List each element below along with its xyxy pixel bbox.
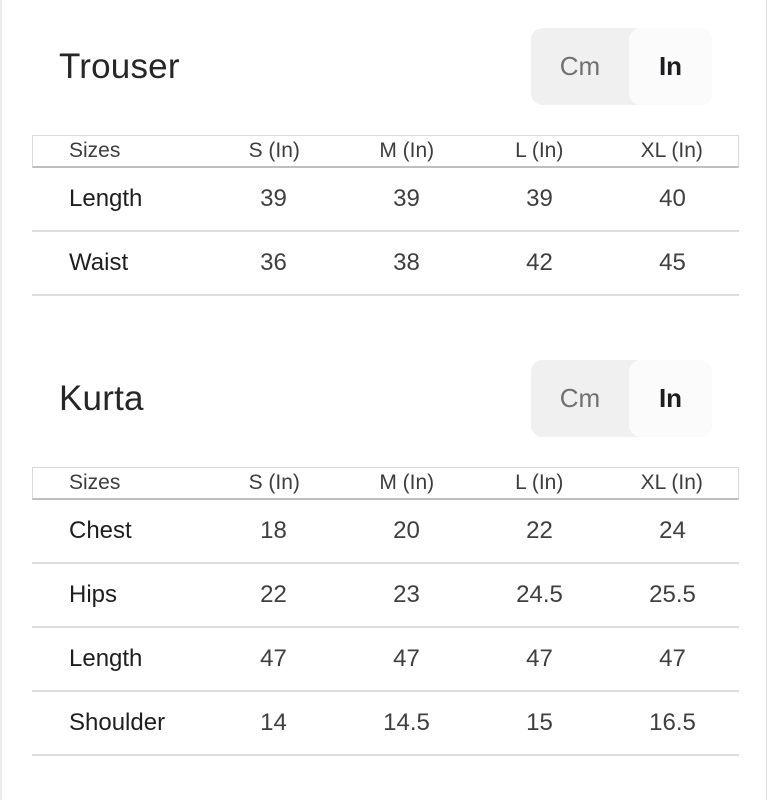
kurta-section bbox=[2, 296, 766, 756]
size-value: 39 bbox=[393, 185, 420, 212]
size-value: 20 bbox=[393, 517, 420, 544]
unit-toggle-in-button[interactable]: In bbox=[629, 28, 712, 105]
trouser-section bbox=[2, 0, 766, 296]
column-header-m: M (In) bbox=[379, 471, 435, 494]
size-value: 25.5 bbox=[649, 581, 696, 608]
kurta-section-header bbox=[59, 360, 712, 437]
table-row-waist bbox=[32, 232, 739, 296]
size-value: 47 bbox=[393, 645, 420, 672]
column-header-xl: XL (In) bbox=[640, 139, 703, 162]
size-value: 14 bbox=[260, 709, 287, 736]
column-header-l: L (In) bbox=[515, 471, 564, 494]
column-header-s: S (In) bbox=[248, 471, 300, 494]
unit-toggle-cm-button[interactable]: Cm bbox=[531, 28, 629, 105]
size-value: 47 bbox=[260, 645, 287, 672]
size-value: 22 bbox=[526, 517, 553, 544]
size-value: 42 bbox=[526, 249, 553, 276]
table-row-shoulder bbox=[32, 692, 739, 756]
table-header-row bbox=[32, 135, 739, 168]
row-label: Waist bbox=[69, 249, 129, 276]
trouser-size-table bbox=[32, 135, 739, 296]
row-label: Shoulder bbox=[69, 709, 166, 736]
size-value: 23 bbox=[393, 581, 420, 608]
row-label: Chest bbox=[69, 517, 132, 544]
column-header-s: S (In) bbox=[248, 139, 300, 162]
column-header-l: L (In) bbox=[515, 139, 564, 162]
size-value: 45 bbox=[659, 249, 686, 276]
size-value: 39 bbox=[526, 185, 553, 212]
size-value: 38 bbox=[393, 249, 420, 276]
size-value: 22 bbox=[260, 581, 287, 608]
size-value: 39 bbox=[260, 185, 287, 212]
size-value: 24.5 bbox=[516, 581, 563, 608]
column-header-sizes: Sizes bbox=[69, 471, 121, 494]
table-header-row bbox=[32, 467, 739, 500]
row-label: Hips bbox=[69, 581, 118, 608]
size-value: 14.5 bbox=[383, 709, 430, 736]
row-label: Length bbox=[69, 645, 143, 672]
unit-toggle-cm-button[interactable]: Cm bbox=[531, 360, 629, 437]
size-value: 36 bbox=[260, 249, 287, 276]
section-title-trouser: Trouser bbox=[59, 46, 180, 86]
unit-toggle-in-button[interactable]: In bbox=[629, 360, 712, 437]
size-value: 47 bbox=[526, 645, 553, 672]
size-value: 15 bbox=[526, 709, 553, 736]
size-value: 16.5 bbox=[649, 709, 696, 736]
table-row-length bbox=[32, 628, 739, 692]
table-row-length bbox=[32, 168, 739, 232]
kurta-size-table bbox=[32, 467, 739, 756]
size-value: 40 bbox=[659, 185, 686, 212]
unit-toggle-kurta bbox=[531, 360, 712, 437]
trouser-section-header bbox=[59, 28, 712, 105]
column-header-sizes: Sizes bbox=[69, 139, 121, 162]
size-value: 47 bbox=[659, 645, 686, 672]
row-label: Length bbox=[69, 185, 143, 212]
column-header-m: M (In) bbox=[379, 139, 435, 162]
table-row-hips bbox=[32, 564, 739, 628]
size-value: 24 bbox=[659, 517, 686, 544]
size-value: 18 bbox=[260, 517, 287, 544]
section-title-kurta: Kurta bbox=[59, 378, 144, 418]
table-row-chest bbox=[32, 500, 739, 564]
unit-toggle-trouser bbox=[531, 28, 712, 105]
column-header-xl: XL (In) bbox=[640, 471, 703, 494]
